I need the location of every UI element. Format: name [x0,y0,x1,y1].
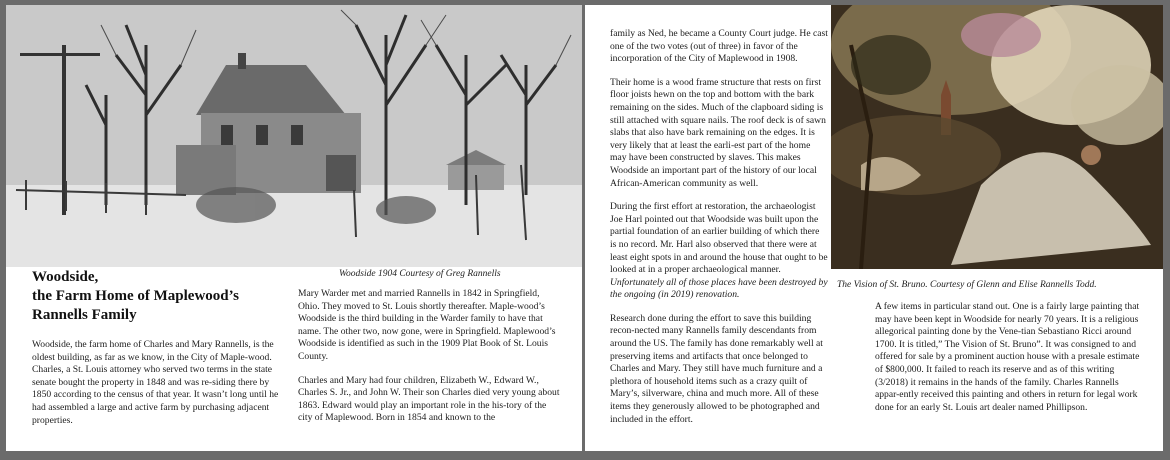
paragraph [610,201,828,302]
painting-caption: The Vision of St. Bruno. Courtesy of Glenn and Elise Rannells Todd. [837,280,1097,290]
left-page [6,5,582,451]
painting-image [831,5,1163,269]
paragraph-italic-text: Unfortunately all of those places have been destroyed by the ongoing (in 2019) renovation. [610,276,828,301]
title-line-2: the Farm Home of Maplewood’s [32,288,239,304]
right-column-2 [875,301,1145,414]
paragraph: Charles and Mary had four children, Elizabeth W., Edward W., Charles S. Jr., and John W. Their son Charles died very young about 1863. Edward would play an important role in the his-tory of the city of Maplewood. Born in 1854 and known to the [298,374,560,424]
photo-caption: Woodside 1904 Courtesy of Greg Rannells [339,269,501,279]
paragraph: family as Ned, he became a County Court judge. He cast one of the two votes (out of three) in favor of the incorporation of the City of Maplewood in 1908. [610,28,828,65]
farmhouse-photo-graphic [6,5,582,267]
title-line-1: Woodside, [32,269,99,285]
paragraph: Woodside, the farm home of Charles and Mary Rannells, is the oldest building, as far as we know, in the City of Maple-wood. Charles, a St. Louis attorney who served two terms in the state senate bought the property in 1848 and was re-siding there by 1850 according to the census of that year. It wasn’t long until he had assembled a large and active farm by purchasing adjacent properties. [32,339,279,426]
right-page [585,5,1163,451]
title-line-3: Rannells Family [32,307,137,323]
paragraph: Research done during the effort to save this building recon-nected many Rannells family descendants from around the US. The family has done remarkably well at preserving items and artifacts that once belonged to Charles and Mary. They still have much furniture and a plethora of household items such as a crazy quilt of Mary’s, silverware, china and much more. All of these items they generously allowed to be photographed and included in the effort. [610,312,823,425]
paragraph-text: During the first effort at restoration, the archaeologist Joe Harl pointed out that Woodside was built upon the partial foundation of an earlier building of which there is no record. Mr. Harl also observed that there were at least eight spots in and around the house that ought to be looked at in a proper archaeological manner. [610,201,828,276]
paragraph: A few items in particular stand out. One is a fairly large painting that may have been kept in Woodside for nearly 70 years. It is a religious allegorical painting done by the Vene-tian Sebastiano Ricci around 1700. It is titled,” The Vision of St. Bruno”. It was consigned to and offered for sale by a prominent auction house with a presale estimate of $800,000. It failed to reach its reserve and as of this writing (3/2018) it remains in the hands of the family. Charles Rannells appar-ently received this painting and others in return for legal work done for an early St. Louis art dealer named Phillipson. [875,301,1140,413]
left-column-2 [298,288,563,425]
article-title [32,268,282,325]
paragraph: Their home is a wood frame structure that rests on first floor joists hewn on the top and bottom with the bark remaining on the sides. Much of the clapboard siding is still attached with square nails. The roof deck is of sawn slabs that also have bark remaining on the edges. It is very likely that at least the earli-est part of the home may have been constructed by slaves. This makes Woodside an important part of the history of our local African-American community as well. [610,76,826,189]
right-column-1 [610,28,828,426]
left-column-1 [32,339,282,427]
paragraph: Mary Warder met and married Rannells in 1842 in Springfield, Ohio. They moved to St. Louis shortly thereafter. Maple-wood’s Woodside is the third building in the Warder family to have that name. The other two, now gone, were in Springfield. Maplewood’s Woodside is identified as such in the 1909 Plat Book of St. Louis County. [298,288,556,362]
painting-graphic [831,5,1163,269]
farmhouse-photo [6,5,582,267]
